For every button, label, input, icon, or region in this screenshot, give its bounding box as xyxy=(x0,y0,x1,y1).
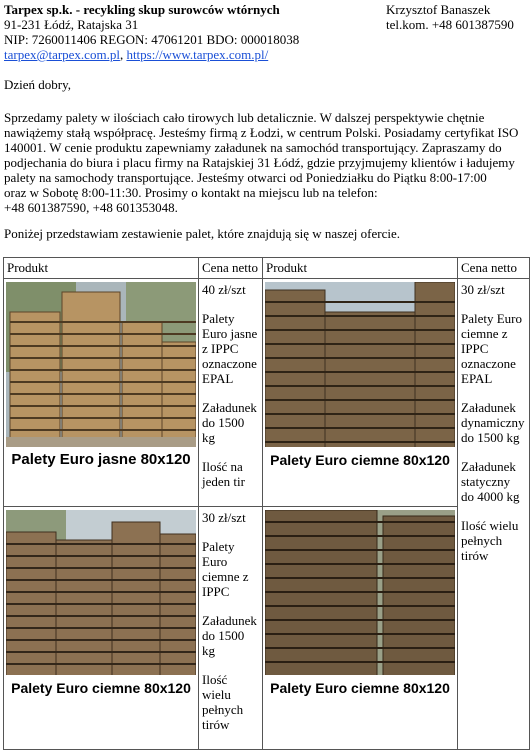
photo-caption: Palety Euro ciemne 80x120 xyxy=(265,675,455,701)
body-line: +48 601387590, +48 601353048. xyxy=(4,200,178,215)
price-cell xyxy=(199,507,263,750)
pallet-stack-image xyxy=(6,510,196,701)
body-line: 140001. W cenie produktu zapewniamy załadunek na samochód transportujący. Zapraszamy do xyxy=(4,140,502,155)
body-paragraph xyxy=(4,110,530,215)
contact-phone: tel.kom. +48 601387590 xyxy=(386,17,514,32)
table-row xyxy=(4,279,530,507)
price-cell xyxy=(458,279,530,750)
company-header xyxy=(4,2,384,62)
price-cell xyxy=(199,279,263,507)
website-link[interactable]: https://www.tarpex.com.pl/ xyxy=(126,47,269,62)
email-link[interactable]: tarpex@tarpex.com.pl xyxy=(4,47,120,62)
price-value: 40 zł/szt xyxy=(202,282,246,297)
contact-block xyxy=(386,2,532,32)
company-address: 91-231 Łódź, Ratajska 31 xyxy=(4,17,139,32)
product-cell xyxy=(4,507,199,750)
loading-info: Załadunek do 1500 kg xyxy=(202,613,257,658)
loading-info: Załadunek dynamiczny do 1500 kg xyxy=(461,400,525,445)
photo-caption: Palety Euro jasne 80x120 xyxy=(6,447,196,473)
body-line: nawiążemy stałą współpracę. Jesteśmy firmą z Łodzi, w centrum Polski. Posiadamy certyfikat ISO xyxy=(4,125,519,140)
company-ids: NIP: 7260011406 REGON: 47061201 BDO: 000018038 xyxy=(4,32,300,47)
pallet-photo xyxy=(265,282,455,473)
loading-info-static: Załadunek statyczny do 4000 kg xyxy=(461,459,520,504)
pallet-photo xyxy=(6,510,196,701)
quantity-info: Ilość wielu pełnych tirów xyxy=(461,518,519,563)
header-product: Produkt xyxy=(4,258,199,279)
header-price: Cena netto xyxy=(458,258,530,279)
pallet-photo xyxy=(6,282,196,473)
company-name: Tarpex sp.k. - recykling skup surowców wtórnych xyxy=(4,2,280,17)
product-description: Palety Euro ciemne z IPPC xyxy=(202,539,249,599)
product-cell xyxy=(4,279,199,507)
link-separator: , xyxy=(119,47,127,62)
body-line: podjechania do biura i placu firmy na Ratajskiej 31 Łódź, gdzie przyjmujemy klientów i ładujemy xyxy=(4,155,515,170)
price-value: 30 zł/szt xyxy=(202,510,246,525)
product-cell xyxy=(263,279,458,507)
company-links xyxy=(4,47,384,62)
photo-caption: Palety Euro ciemne 80x120 xyxy=(265,447,455,473)
header-product: Produkt xyxy=(263,258,458,279)
pallet-stack-image xyxy=(6,282,196,473)
body-line: oraz w Sobotę 8:00-11:30. Prosimy o kontakt na miejscu lub na telefon: xyxy=(4,185,378,200)
pallet-photo xyxy=(265,510,455,701)
product-description: Palety Euro ciemne z IPPC oznaczone EPAL xyxy=(461,311,523,386)
price-value: 30 zł/szt xyxy=(461,282,505,297)
body-line: palety na samochody transportujące. Jesteśmy otwarci od Poniedziałku do Piątku 8:00-17:00 xyxy=(4,170,487,185)
product-cell xyxy=(263,507,458,750)
body-line: Sprzedamy palety w ilościach cało tirowych lub detalicznie. W dalszej perspektywie chętnie xyxy=(4,110,485,125)
loading-info: Załadunek do 1500 kg xyxy=(202,400,257,445)
product-description: Palety Euro jasne z IPPC oznaczone EPAL xyxy=(202,311,258,386)
pallet-stack-image xyxy=(265,282,455,473)
table-header-row xyxy=(4,258,530,279)
offer-intro: Poniżej przedstawiam zestawienie palet, które znajdują się w naszej ofercie. xyxy=(4,226,400,241)
quantity-info: Ilość wielu pełnych tirów xyxy=(202,672,244,732)
offer-table xyxy=(3,257,530,750)
contact-name: Krzysztof Banaszek xyxy=(386,2,491,17)
header-price: Cena netto xyxy=(199,258,263,279)
greeting: Dzień dobry, xyxy=(4,77,72,92)
table-row xyxy=(4,507,530,750)
pallet-stack-image xyxy=(265,510,455,701)
photo-caption: Palety Euro ciemne 80x120 xyxy=(6,675,196,701)
quantity-info: Ilość na jeden tir xyxy=(202,459,245,489)
